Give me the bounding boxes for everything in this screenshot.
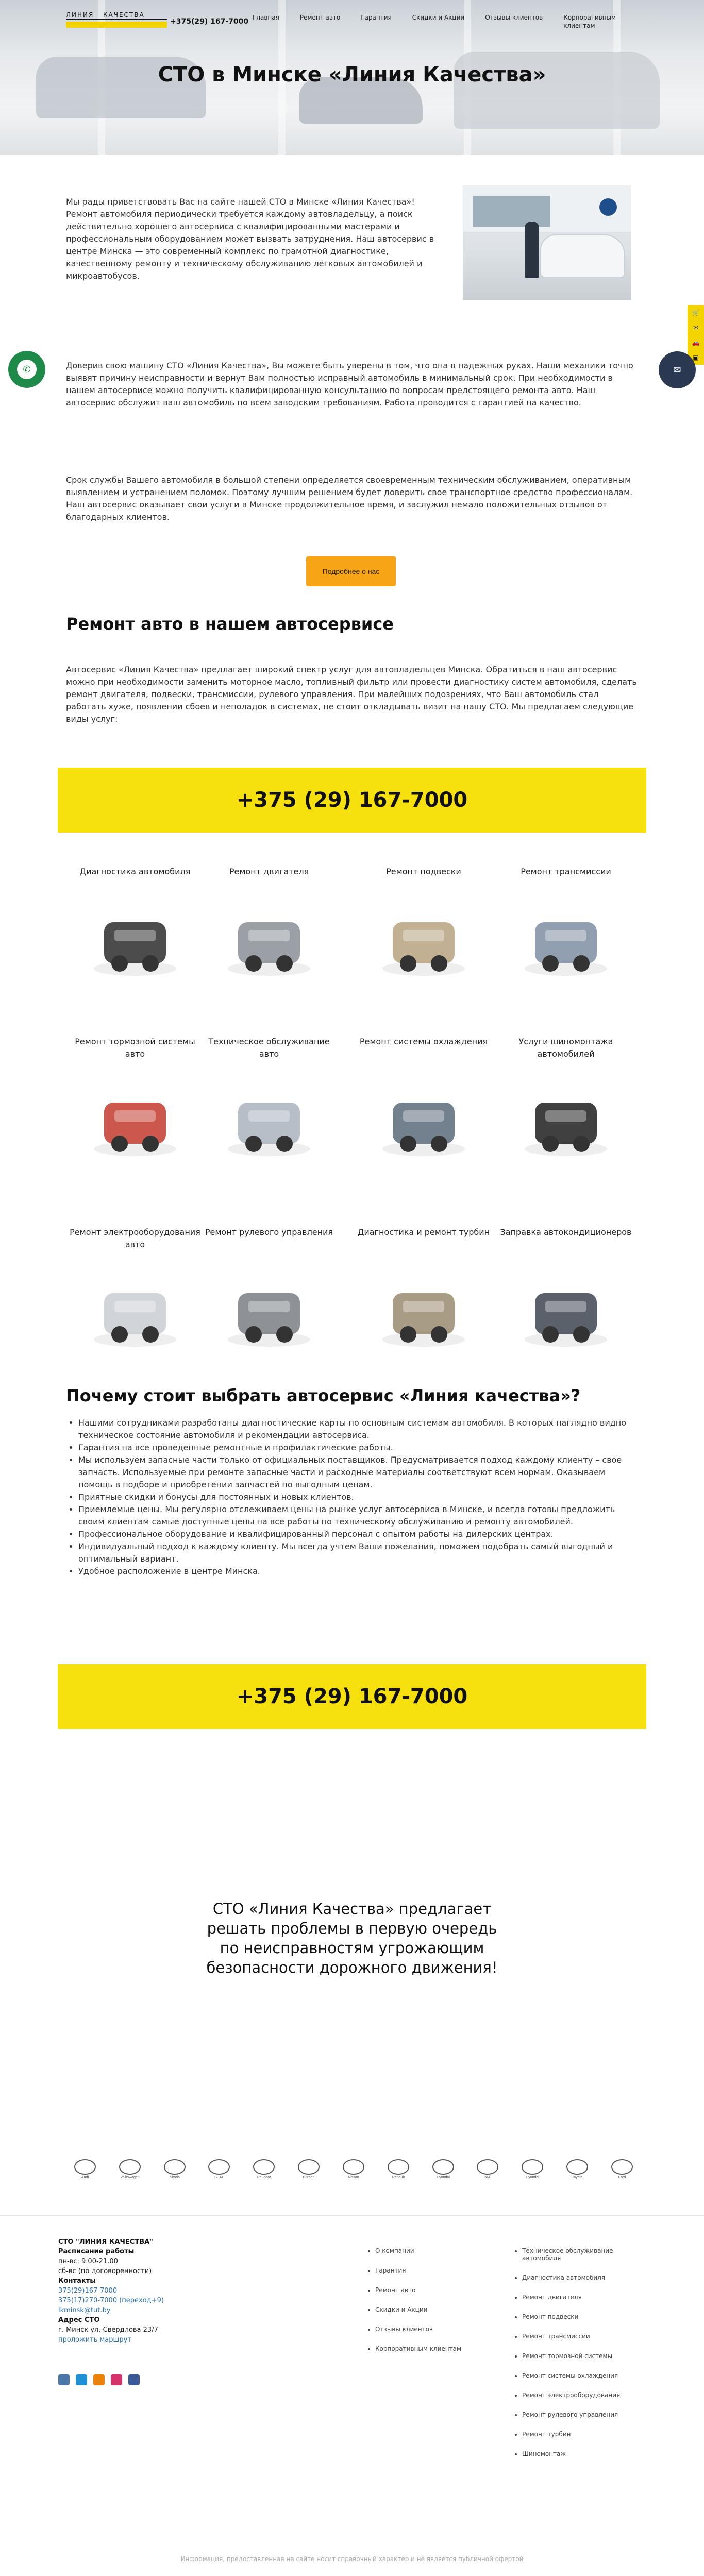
- why-section-title: Почему стоит выбрать автосервис «Линия качества»?: [66, 1386, 581, 1405]
- footer-service-item[interactable]: • Ремонт системы охлаждения: [522, 2372, 635, 2379]
- service-label: Ремонт подвески: [386, 867, 461, 876]
- floating-sidebar: [688, 305, 704, 365]
- footer-hours-1: пн-вс: 9.00-21.00: [58, 2258, 118, 2265]
- transmission-icon: [514, 902, 617, 989]
- brand-logo: [383, 2157, 413, 2181]
- site-logo[interactable]: [66, 11, 167, 29]
- service-card[interactable]: [357, 866, 491, 878]
- car-wiring-icon: [83, 1273, 187, 1360]
- nav-item-corporate[interactable]: Корпоративным клиентам: [563, 14, 616, 29]
- logo-text-2: КАЧЕСТВА: [103, 11, 145, 19]
- svg-text:Škoda: Škoda: [169, 2176, 180, 2179]
- nav-item-repair[interactable]: Ремонт авто: [299, 14, 341, 21]
- phone-banner-bottom[interactable]: +375 (29) 167-7000: [58, 1664, 646, 1729]
- telegram-icon[interactable]: [76, 2374, 87, 2385]
- brand-logo: [294, 2157, 324, 2181]
- svg-text:Citroën: Citroën: [303, 2176, 315, 2179]
- brand-logo: [562, 2157, 592, 2181]
- cooling-system-icon: [372, 1082, 475, 1170]
- footer-service-item[interactable]: • Ремонт электрооборудования: [522, 2392, 635, 2399]
- service-label: Ремонт системы охлаждения: [359, 1037, 488, 1046]
- why-item: • Приятные скидки и бонусы для постоянных и новых клиентов.: [78, 1491, 640, 1503]
- service-card[interactable]: [357, 1036, 491, 1048]
- chat-icon: ✉: [673, 364, 681, 376]
- footer-service-item[interactable]: • Ремонт двигателя: [522, 2294, 635, 2301]
- brake-disc-icon: [83, 1082, 187, 1170]
- service-card[interactable]: [68, 866, 202, 878]
- footer-menu-item[interactable]: • Скидки и Акции: [375, 2306, 494, 2313]
- main-nav: [253, 13, 651, 30]
- brand-logo: [339, 2157, 368, 2181]
- svg-text:Audi: Audi: [81, 2176, 89, 2179]
- brand-logo: [115, 2157, 145, 2181]
- safety-quote: СТО «Линия Качества» предлагает решать проблемы в первую очередь по неисправностям угрожающим безопасности дорожного движения!: [206, 1900, 498, 1976]
- footer-hours-title: Расписание работы: [58, 2248, 135, 2256]
- service-label: Ремонт тормозной системы авто: [75, 1037, 195, 1059]
- footer-menu-item[interactable]: • Ремонт авто: [375, 2286, 494, 2294]
- nav-item-discounts[interactable]: Скидки и Акции: [412, 14, 465, 21]
- footer-service-item[interactable]: • Диагностика автомобиля: [522, 2274, 635, 2281]
- why-item: • Нашими сотрудниками разработаны диагностические карты по основным системам автомобиля. В которых наглядно видно техническое состояние автомобиля и рекомендации автосервиса.: [78, 1417, 640, 1442]
- nav-item-reviews[interactable]: Отзывы клиентов: [485, 14, 543, 21]
- footer-menu-item[interactable]: • Гарантия: [375, 2267, 494, 2274]
- phone-banner[interactable]: +375 (29) 167-7000: [58, 768, 646, 833]
- service-card[interactable]: [68, 1036, 202, 1060]
- mail-icon[interactable]: ✉: [693, 324, 699, 331]
- service-card[interactable]: [202, 1036, 336, 1060]
- ac-button-icon: [514, 1273, 617, 1360]
- footer-service-item[interactable]: • Шиномонтаж: [522, 2450, 635, 2458]
- footer-service-item[interactable]: • Ремонт турбин: [522, 2431, 635, 2438]
- svg-text:Volkswagen: Volkswagen: [120, 2176, 140, 2179]
- steering-rack-icon: [217, 1273, 321, 1360]
- brand-logos: [70, 2154, 637, 2184]
- diagnostic-tablet-icon: [83, 902, 187, 989]
- car-on-lift-icon: [217, 1082, 321, 1170]
- turbo-icon: [372, 1273, 475, 1360]
- service-life-paragraph: Срок службы Вашего автомобиля в большой степени определяется своевременным техническим обслуживанием, оперативным выявлением и устранением поломок. Поэтому лучшим решением будет доверить свое транспортное средство профессионалам. Наш автосервис оказывает свои услуги в Минске продолжительное время, и заслужил немало положительных отзывов от благодарных клиентов.: [66, 475, 633, 522]
- suspension-car-icon: [372, 902, 475, 989]
- why-item: • Мы используем запасные части только от официальных поставщиков. Предусматривается подход каждому клиенту – свое запчасть. Используемые при ремонте запасные части и расходные материалы соответствуют всем нормам. Оказываем помощь в подборе и приобретении запчастей по выгодным ценам.: [78, 1454, 640, 1491]
- vk-icon[interactable]: [58, 2374, 70, 2385]
- brand-logo: [607, 2157, 637, 2181]
- service-label: Диагностика и ремонт турбин: [357, 1227, 490, 1237]
- repair-section-text: Автосервис «Линия Качества» предлагает широкий спектр услуг для автовладельцев Минска. Обратиться в наш автосервис можно при необходимости заменить моторное масло, топливный фильтр или провести диагностику систем автомобиля, сделать ремонт двигателя, подвески, трансмиссии, рулевого управления. При малейших подозрениях, что Ваш автомобиль стал работать хуже, появлении сбоев и неполадок в системах, не стоит откладывать визит на нашу СТО. Мы предлагаем следующие виды услуг:: [66, 665, 637, 724]
- service-label: Ремонт электрооборудования авто: [70, 1227, 200, 1249]
- footer-contacts: [58, 2237, 192, 2345]
- footer-services: [522, 2247, 635, 2470]
- footer-divider: [0, 2215, 704, 2216]
- header-phone[interactable]: +375(29) 167-7000: [170, 18, 249, 26]
- why-item: • Удобное расположение в центре Минска.: [78, 1565, 640, 1578]
- car-icon[interactable]: 🚗: [692, 338, 700, 346]
- vw-logo-icon: [599, 198, 617, 216]
- whatsapp-icon: ✆: [17, 360, 37, 379]
- service-card[interactable]: [357, 1226, 491, 1239]
- service-label: Техническое обслуживание авто: [208, 1037, 330, 1059]
- brand-logo: [70, 2157, 100, 2181]
- tires-icon: [514, 1082, 617, 1170]
- engine-icon: [217, 902, 321, 989]
- svg-text:SEAT: SEAT: [214, 2176, 224, 2179]
- social-links: [58, 2374, 146, 2385]
- footer-service-item[interactable]: • Ремонт подвески: [522, 2313, 635, 2320]
- why-item: • Гарантия на все проведенные ремонтные и профилактические работы.: [78, 1442, 640, 1454]
- cart-icon[interactable]: 🛒: [692, 309, 700, 316]
- footer-route-link[interactable]: проложить маршрут: [58, 2336, 131, 2344]
- service-card[interactable]: [202, 866, 336, 878]
- footer-email[interactable]: lkminsk@tut.by: [58, 2307, 111, 2314]
- footer-service-item[interactable]: • Ремонт рулевого управления: [522, 2411, 635, 2418]
- brand-logo: [204, 2157, 234, 2181]
- service-card[interactable]: [499, 866, 633, 878]
- footer-menu-item[interactable]: • О компании: [375, 2247, 494, 2255]
- footer-menu-item[interactable]: • Отзывы клиентов: [375, 2326, 494, 2333]
- footer-service-item[interactable]: • Ремонт трансмиссии: [522, 2333, 635, 2340]
- whatsapp-button[interactable]: [8, 351, 45, 388]
- footer-address: г. Минск ул. Свердлова 23/7: [58, 2326, 158, 2334]
- footer-company: СТО "ЛИНИЯ КАЧЕСТВА": [58, 2238, 153, 2246]
- svg-text:Ford: Ford: [618, 2176, 626, 2179]
- trust-paragraph: Доверив свою машину СТО «Линия Качества», Вы можете быть уверены в том, что она в надежных руках. Наши механики точно выявят причину неисправности и вернут Вам полностью исправный автомобиль в минимальный срок. При необходимости в нашем автосервисе можно получить квалифицированную консультацию по вопросам предстоящего ремонта авто. Наш автосервис обслужит ваш автомобиль по всем заводским требованиям. Работа проводится с гарантией на качество.: [66, 361, 633, 408]
- brand-logo: [517, 2157, 547, 2181]
- footer-hours-2: сб-вс (по договоренности): [58, 2267, 152, 2275]
- footer-phone-1[interactable]: 375(29)167-7000: [58, 2287, 118, 2295]
- why-item: • Приемлемые цены. Мы регулярно отслеживаем цены на рынке услуг автосервиса в Минске, и всегда готовы предложить своим клиентам самые доступные цены на все работы по техническому обслуживанию и ремонту автомобилей.: [78, 1503, 640, 1528]
- service-label: Ремонт трансмиссии: [521, 867, 611, 876]
- svg-text:KIA: KIA: [484, 2176, 491, 2179]
- svg-text:Nissan: Nissan: [348, 2176, 359, 2179]
- why-item: • Индивидуальный подход к каждому клиенту. Мы всегда учтем Ваши пожелания, поможем подобрать самый выгодный и оптимальный вариант.: [78, 1540, 640, 1565]
- footer-legal: Информация, предоставленная на сайте носит справочный характер и не является публичной офертой: [180, 2555, 524, 2563]
- wallet-icon[interactable]: ▣: [693, 353, 699, 361]
- service-card[interactable]: [499, 1036, 633, 1060]
- service-card[interactable]: [202, 1226, 336, 1239]
- footer-service-item[interactable]: • Техническое обслуживание автомобиля: [522, 2247, 635, 2262]
- repair-section-title: Ремонт авто в нашем автосервисе: [66, 614, 394, 634]
- nav-item-warranty[interactable]: Гарантия: [361, 14, 392, 21]
- why-list: [78, 1417, 640, 1578]
- service-card[interactable]: [499, 1226, 633, 1239]
- instagram-icon[interactable]: [111, 2374, 122, 2385]
- service-label: Ремонт рулевого управления: [205, 1227, 333, 1237]
- odnoklassniki-icon[interactable]: [93, 2374, 105, 2385]
- svg-text:Toyota: Toyota: [572, 2176, 583, 2179]
- brand-logo: [428, 2157, 458, 2181]
- service-label: Ремонт двигателя: [229, 867, 309, 876]
- service-card[interactable]: [68, 1226, 202, 1251]
- footer-address-title: Адрес СТО: [58, 2316, 100, 2324]
- svg-text:Renault: Renault: [392, 2176, 405, 2179]
- footer-service-item[interactable]: • Ремонт тормозной системы: [522, 2352, 635, 2360]
- intro-photo: [463, 185, 631, 300]
- why-item: • Профессиональное оборудование и квалифицированный персонал с опытом работы на дилерских центрах.: [78, 1528, 640, 1540]
- svg-text:Peugeot: Peugeot: [257, 2176, 271, 2179]
- footer-menu: [375, 2247, 494, 2365]
- brand-logo: [160, 2157, 190, 2181]
- footer-phone-2[interactable]: 375(17)270-7000 (переход+9): [58, 2297, 164, 2304]
- footer-contacts-title: Контакты: [58, 2277, 96, 2285]
- brand-logo: [473, 2157, 502, 2181]
- svg-text:Hyundai: Hyundai: [526, 2176, 540, 2179]
- chat-button[interactable]: [659, 351, 696, 388]
- intro-text: Мы рады приветствовать Вас на сайте нашей СТО в Минске «Линия Качества»! Ремонт автомобиля периодически требуется каждому автовладельцу, а поиск действительно хорошего автосервиса с квалифицированными мастерами и профессиональным оборудованием может вызвать затруднения. Наш автосервис в центре Минска — это современный комплекс по грамотной диагностике, качественному ремонту и техническому обслуживанию легковых автомобилей и микроавтобусов.: [66, 197, 434, 281]
- footer-menu-item[interactable]: • Корпоративным клиентам: [375, 2345, 494, 2352]
- brand-logo: [249, 2157, 279, 2181]
- service-label: Заправка автокондиционеров: [500, 1227, 632, 1237]
- service-label: Диагностика автомобиля: [79, 867, 191, 876]
- svg-text:Hyundai: Hyundai: [436, 2176, 450, 2179]
- service-label: Услуги шиномонтажа автомобилей: [518, 1037, 613, 1059]
- page-title: СТО в Минске «Линия Качества»: [158, 63, 546, 87]
- about-more-button[interactable]: Подробнее о нас: [306, 556, 396, 586]
- facebook-icon[interactable]: [128, 2374, 140, 2385]
- nav-item-home[interactable]: Главная: [253, 14, 279, 21]
- logo-text-1: ЛИНИЯ: [66, 11, 94, 19]
